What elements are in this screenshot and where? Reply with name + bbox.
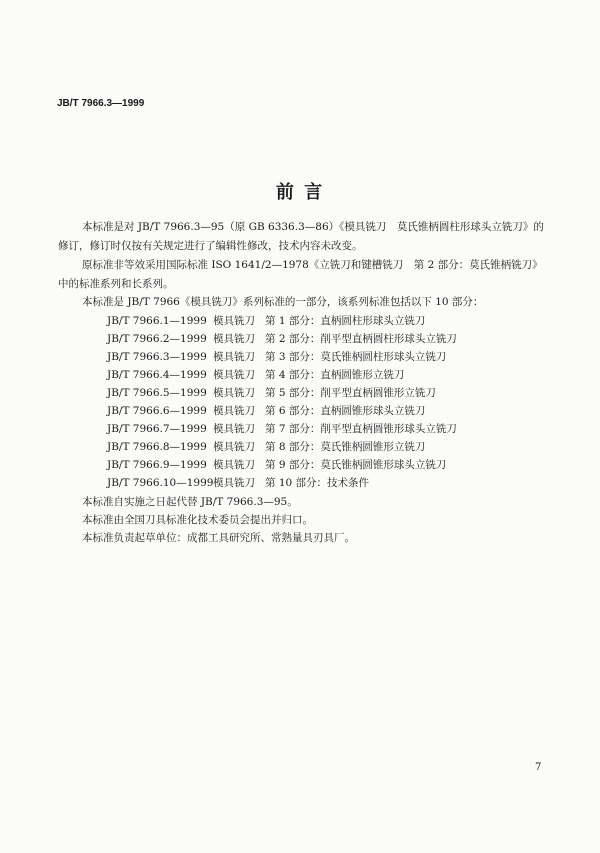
- part-code: JB/T 7966.2—1999: [107, 333, 207, 345]
- page-number: 7: [535, 762, 542, 773]
- part-part: 第 3 部分：莫氏锥柄圆柱形球头立铣刀: [265, 351, 447, 363]
- part-part: 第 7 部分：削平型直柄圆锥形球头立铣刀: [265, 423, 457, 435]
- part-code: JB/T 7966.9—1999: [107, 459, 207, 471]
- closing-line: 本标准由全国刀具标准化技术委员会提出并归口。: [82, 514, 313, 526]
- part-list-item: [107, 476, 369, 490]
- part-list-item: [107, 458, 446, 472]
- part-part: 第 10 部分：技术条件: [265, 477, 370, 489]
- part-part: 第 9 部分：莫氏锥柄圆锥形球头立铣刀: [265, 459, 447, 471]
- part-name: 模具铣刀: [213, 423, 255, 435]
- part-list-item: [107, 422, 457, 436]
- part-name: 模具铣刀: [213, 387, 255, 399]
- part-code: JB/T 7966.6—1999: [107, 405, 207, 417]
- part-list-item: [107, 404, 425, 418]
- part-code: JB/T 7966.8—1999: [107, 441, 207, 453]
- part-list-item: [107, 368, 404, 382]
- part-part: 第 5 部分：削平型直柄圆锥形立铣刀: [265, 387, 436, 399]
- part-part: 第 8 部分：莫氏锥柄圆锥形立铣刀: [265, 441, 426, 453]
- part-name: 模具铣刀: [213, 369, 255, 381]
- part-name: 模具铣刀: [213, 441, 255, 453]
- closing-line: 本标准自实施之日起代替 JB/T 7966.3—95。: [82, 496, 298, 508]
- paragraph-line: 本标准是对 JB/T 7966.3—95（原 GB 6336.3—86）《模具铣刀 莫氏锥柄圆柱形球头立铣刀》的: [82, 221, 544, 233]
- part-list-item: [107, 350, 446, 364]
- paragraph-line: 中的标准系列和长系列。: [58, 278, 174, 290]
- part-list-item: [107, 314, 425, 328]
- paragraph-line: 本标准是 JB/T 7966《模具铣刀》系列标准的一部分，该系列标准包括以下 10 部分：: [82, 296, 484, 308]
- part-list-item: [107, 332, 457, 346]
- part-code: JB/T 7966.3—1999: [107, 351, 207, 363]
- part-name: 模具铣刀: [213, 333, 255, 345]
- part-code: JB/T 7966.1—1999: [107, 315, 207, 327]
- document-header: JB/T 7966.3—1999: [57, 98, 145, 109]
- part-list-item: [107, 440, 425, 454]
- part-name: 模具铣刀: [213, 405, 255, 417]
- part-part: 第 2 部分：削平型直柄圆柱形球头立铣刀: [265, 333, 457, 345]
- part-name: 模具铣刀: [213, 459, 255, 471]
- part-part: 第 1 部分：直柄圆柱形球头立铣刀: [265, 315, 426, 327]
- part-code: JB/T 7966.10—1999: [107, 477, 214, 489]
- part-name: 模具铣刀: [213, 351, 255, 363]
- part-code: JB/T 7966.4—1999: [107, 369, 207, 381]
- part-code: JB/T 7966.5—1999: [107, 387, 207, 399]
- page-title: 前 言: [275, 182, 325, 203]
- part-part: 第 6 部分：直柄圆锥形球头立铣刀: [265, 405, 426, 417]
- part-code: JB/T 7966.7—1999: [107, 423, 207, 435]
- paragraph-line: 修订，修订时仅按有关规定进行了编辑性修改，技术内容未改变。: [58, 240, 363, 252]
- part-part: 第 4 部分：直柄圆锥形立铣刀: [265, 369, 405, 381]
- part-name: 模具铣刀: [213, 315, 255, 327]
- part-list-item: [107, 386, 436, 400]
- paragraph-line: 原标准非等效采用国际标准 ISO 1641/2—1978《立铣刀和键槽铣刀 第 2 部分：莫氏锥柄铣刀》: [82, 259, 543, 271]
- closing-line: 本标准负责起草单位：成都工具研究所、常熟量具刃具厂。: [82, 532, 355, 544]
- part-name: 模具铣刀: [213, 477, 255, 489]
